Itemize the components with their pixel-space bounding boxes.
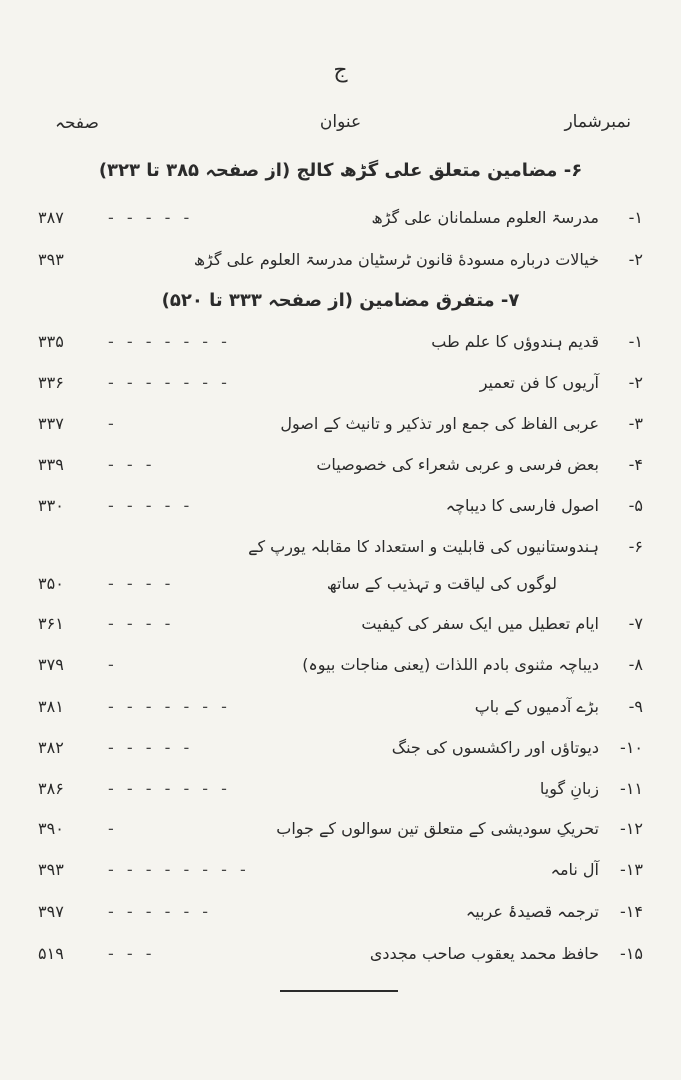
toc-title: مدرسۃ العلوم مسلمانان علی گڑھ bbox=[371, 208, 599, 227]
toc-dots: - - - - - - bbox=[108, 902, 213, 921]
toc-title: دیباچہ مثنوی بادم اللذات (یعنی مناجات بیوہ) bbox=[302, 655, 599, 674]
toc-row bbox=[38, 208, 643, 244]
header-page: صفحہ bbox=[55, 113, 99, 133]
toc-page: ۵۱۹ bbox=[38, 944, 64, 963]
toc-number: ۱- bbox=[628, 208, 643, 227]
toc-number: ۸- bbox=[628, 655, 643, 674]
toc-row bbox=[38, 655, 643, 691]
toc-dots: - bbox=[108, 414, 118, 433]
toc-dots: - - - - bbox=[108, 614, 175, 633]
toc-row bbox=[38, 496, 643, 532]
toc-title: قدیم ہندوؤں کا علم طب bbox=[431, 332, 599, 351]
toc-number: ۵- bbox=[628, 496, 643, 515]
toc-title: بڑے آدمیوں کے باپ bbox=[474, 697, 599, 716]
toc-title: خیالات درباره مسودهٔ قانون ٹرسٹیان مدرسۃ العلوم علی گڑھ bbox=[193, 250, 599, 269]
toc-dots: - - - - bbox=[108, 574, 175, 593]
toc-page: ۳۹۰ bbox=[38, 819, 64, 838]
toc-title: اصول فارسی کا دیباچہ bbox=[445, 496, 599, 515]
toc-title: تحریکِ سودیشی کے متعلق تین سوالوں کے جواب bbox=[276, 819, 599, 838]
toc-page: ۳۸۲ bbox=[38, 738, 64, 757]
toc-title: بعض فرسی و عربی شعراء کی خصوصیات bbox=[316, 455, 599, 474]
toc-number: ۱۲- bbox=[620, 819, 643, 838]
toc-dots: - - - - - - - - bbox=[108, 860, 250, 879]
toc-number: ۱۴- bbox=[620, 902, 643, 921]
toc-row bbox=[38, 738, 643, 774]
toc-dots: - - - - - bbox=[108, 496, 194, 515]
toc-number: ۱۰- bbox=[620, 738, 643, 757]
toc-title: زبانِ گویا bbox=[539, 779, 599, 798]
toc-page: ۳۵۰ bbox=[38, 574, 64, 593]
toc-number: ۶- bbox=[628, 537, 643, 556]
toc-page: ۳۹۳ bbox=[38, 860, 64, 879]
toc-page: ۳۳۶ bbox=[38, 373, 64, 392]
toc-row bbox=[38, 455, 643, 491]
toc-title: آل نامہ bbox=[550, 860, 599, 879]
toc-title: ہندوستانیوں کی قابلیت و استعداد کا مقابلہ یورپ کے bbox=[248, 537, 599, 556]
toc-title: لوگوں کی لیاقت و تہذیب کے ساتھ bbox=[326, 574, 557, 593]
section-heading-misc: ۷- متفرق مضامین (از صفحہ ۳۳۳ تا ۵۲۰) bbox=[161, 290, 520, 311]
toc-number: ۳- bbox=[628, 414, 643, 433]
toc-number: ۱۳- bbox=[620, 860, 643, 879]
toc-title: حافظ محمد یعقوب صاحب مجددی bbox=[369, 944, 599, 963]
toc-title: عربی الفاظ کی جمع اور تذکیر و تانیث کے اصول bbox=[280, 414, 599, 433]
toc-page: ۳۳۹ bbox=[38, 455, 64, 474]
toc-number: ۹- bbox=[628, 697, 643, 716]
toc-page: ۳۳۰ bbox=[38, 496, 64, 515]
toc-row bbox=[38, 902, 643, 938]
toc-dots: - - - - - - - bbox=[108, 697, 231, 716]
header-serial: نمبرشمار bbox=[564, 112, 631, 132]
toc-title: دیوتاؤں اور راکشسوں کی جنگ bbox=[391, 738, 599, 757]
toc-number: ۱۵- bbox=[620, 944, 643, 963]
toc-row bbox=[38, 819, 643, 855]
toc-title: آریوں کا فن تعمیر bbox=[479, 373, 599, 392]
toc-page: ۳۹۳ bbox=[38, 250, 64, 269]
header-title: عنوان bbox=[319, 112, 362, 132]
page-marker: ج bbox=[333, 58, 348, 83]
toc-page: ۳۷۹ bbox=[38, 655, 64, 674]
toc-dots: - - - - - bbox=[108, 208, 194, 227]
toc-page: ۳۸۶ bbox=[38, 779, 64, 798]
toc-page: ۳۳۵ bbox=[38, 332, 64, 351]
toc-title: ایام تعطیل میں ایک سفر کی کیفیت bbox=[361, 614, 599, 633]
toc-dots: - bbox=[108, 819, 118, 838]
toc-number: ۲- bbox=[628, 373, 643, 392]
toc-row bbox=[38, 614, 643, 650]
toc-row bbox=[38, 944, 643, 980]
toc-row bbox=[38, 537, 643, 573]
closing-rule bbox=[280, 990, 398, 992]
toc-page: ۳۹۷ bbox=[38, 902, 64, 921]
toc-row bbox=[38, 414, 643, 450]
toc-dots: - - - - - bbox=[108, 738, 194, 757]
toc-number: ۱- bbox=[628, 332, 643, 351]
toc-row-continuation bbox=[38, 574, 643, 610]
toc-dots: - - - bbox=[108, 944, 156, 963]
toc-row bbox=[38, 373, 643, 409]
toc-dots: - - - bbox=[108, 455, 156, 474]
toc-dots: - - - - - - - bbox=[108, 779, 231, 798]
toc-title: ترجمہ قصیدۂ عربیہ bbox=[465, 902, 599, 921]
toc-row bbox=[38, 697, 643, 733]
toc-page: ۳۸۱ bbox=[38, 697, 64, 716]
toc-page: ۳۳۷ bbox=[38, 414, 64, 433]
toc-row bbox=[38, 860, 643, 896]
toc-page: ۳۸۷ bbox=[38, 208, 64, 227]
toc-dots: - bbox=[108, 655, 118, 674]
section-heading-aligarh: ۶- مضامین متعلق علی گڑھ کالج (از صفحہ ۳۸۵ تا ۳۲۳) bbox=[98, 160, 583, 181]
toc-row bbox=[38, 779, 643, 815]
toc-dots: - - - - - - - bbox=[108, 332, 231, 351]
toc-dots: - - - - - - - bbox=[108, 373, 231, 392]
toc-number: ۴- bbox=[628, 455, 643, 474]
toc-page: ۳۶۱ bbox=[38, 614, 64, 633]
toc-row bbox=[38, 250, 643, 286]
toc-number: ۱۱- bbox=[620, 779, 643, 798]
toc-number: ۲- bbox=[628, 250, 643, 269]
toc-row bbox=[38, 332, 643, 368]
toc-number: ۷- bbox=[628, 614, 643, 633]
